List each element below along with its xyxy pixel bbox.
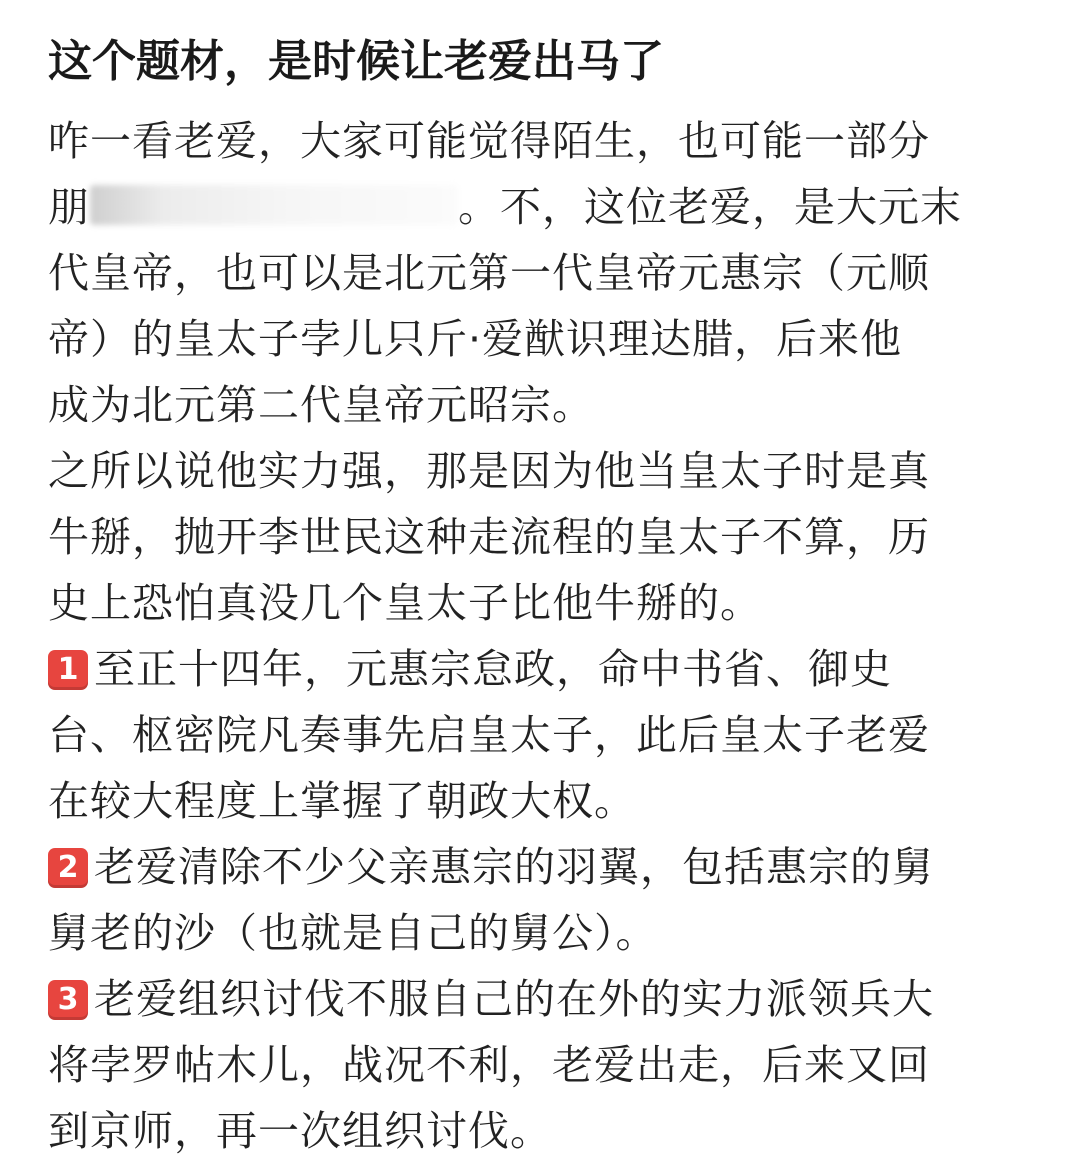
number-3-icon: 3: [48, 980, 88, 1020]
paragraph-line: 将孛罗帖木儿，战况不利，老爱出走，后来又回: [48, 1041, 930, 1089]
paragraph-strength: [48, 438, 1016, 636]
paragraph-line: 帝）的皇太子孛儿只斤·爱猷识理达腊，后来他: [48, 315, 903, 363]
paragraph-line: 台、枢密院凡奏事先启皇太子，此后皇太子老爱: [48, 711, 930, 759]
paragraph-line: [48, 966, 1016, 1032]
paragraph-intro: [48, 108, 1016, 438]
paragraph-line: 代皇帝，也可以是北元第一代皇帝元惠宗（元顺: [48, 249, 930, 297]
paragraph-line: 咋一看老爱，大家可能觉得陌生，也可能一部分: [48, 117, 930, 165]
paragraph-line: [48, 174, 1016, 240]
line-text: 。不，这位老爱，是大元末: [458, 183, 962, 231]
paragraph-line: 到京师，再一次组织讨伐。: [48, 1107, 552, 1155]
article: [48, 30, 1016, 1164]
paragraph-line: 之所以说他实力强，那是因为他当皇太子时是真: [48, 447, 930, 495]
paragraph-line: 舅老的沙（也就是自己的舅公）。: [48, 909, 658, 957]
paragraph-line: [48, 834, 1016, 900]
paragraph-line: 在较大程度上掌握了朝政大权。: [48, 777, 636, 825]
paragraph-point-3: [48, 966, 1016, 1164]
number-2-icon: 2: [48, 848, 88, 888]
paragraph-point-1: [48, 636, 1016, 834]
paragraph-line: 牛掰，抛开李世民这种走流程的皇太子不算，历: [48, 513, 930, 561]
paragraph-line: 史上恐怕真没几个皇太子比他牛掰的。: [48, 579, 762, 627]
article-title: 这个题材，是时候让老爱出马了: [48, 36, 664, 87]
blurred-redaction: [90, 185, 458, 225]
paragraph-line: 成为北元第二代皇帝元昭宗。: [48, 381, 594, 429]
line-text: 老爱组织讨伐不服自己的在外的实力派领兵大: [94, 975, 934, 1023]
paragraph-line: [48, 636, 1016, 702]
number-1-icon: 1: [48, 650, 88, 690]
line-text: 朋: [48, 183, 90, 231]
paragraph-point-2: [48, 834, 1016, 966]
line-text: 老爱清除不少父亲惠宗的羽翼，包括惠宗的舅: [94, 843, 934, 891]
line-text: 至正十四年，元惠宗怠政，命中书省、御史: [94, 645, 892, 693]
